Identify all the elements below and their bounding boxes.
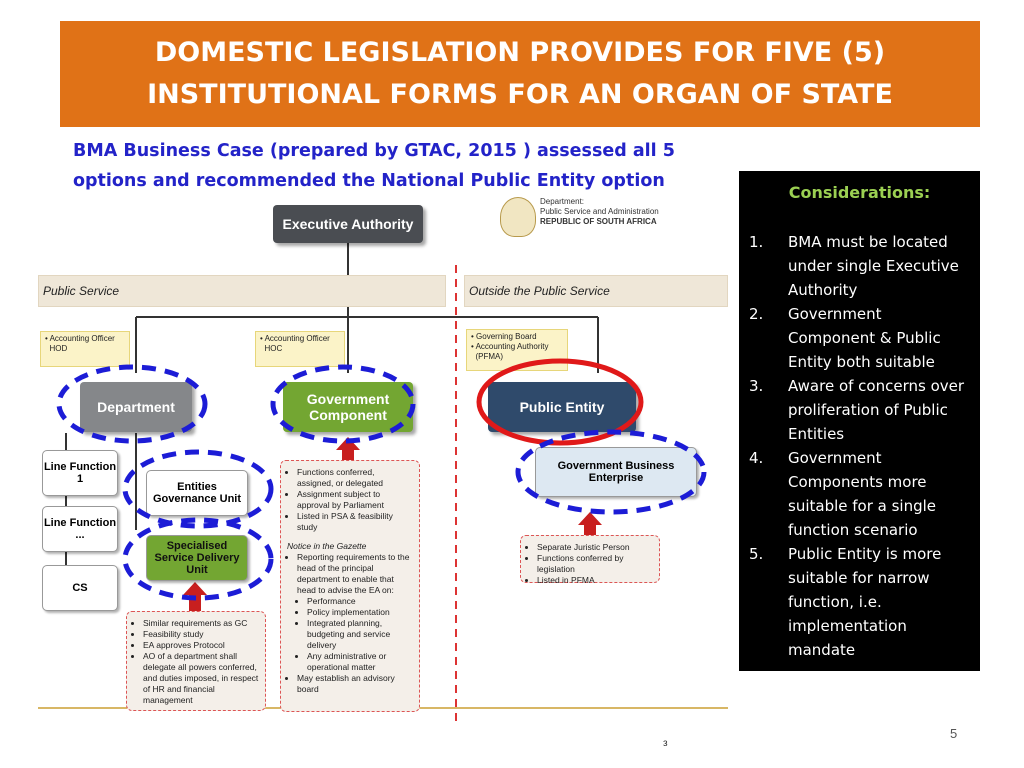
title-bar: [60, 21, 980, 127]
consideration-item: 2. Government Component & Public Entity both suitable: [749, 305, 941, 371]
slide-title: DOMESTIC LEGISLATION PROVIDES FOR FIVE (5) INSTITUTIONAL FORMS FOR AN ORGAN OF STATE: [147, 37, 893, 110]
considerations-list: [747, 230, 972, 662]
cs-box: CS: [42, 565, 118, 611]
consideration-item: 5. Public Entity is more suitable for narrow function, i.e. implementation mandate: [749, 545, 942, 659]
public-service-band: Public Service: [38, 275, 446, 307]
line-function-2-box: Line Function ...: [42, 506, 118, 552]
line-function-1-box: Line Function 1: [42, 450, 118, 496]
consideration-item: 1. BMA must be located under single Executive Authority: [749, 233, 959, 299]
subtitle-line-1: BMA Business Case (prepared by GTAC, 2015 ) assessed all 5: [73, 141, 675, 161]
government-component-box: Government Component: [283, 382, 413, 432]
government-component-highlight: [273, 367, 413, 441]
gbe-box: Government Business Enterprise: [535, 447, 697, 497]
note-department: • Accounting Officer HOD: [40, 331, 130, 367]
considerations-panel: [739, 171, 980, 671]
page-number: 5: [950, 726, 958, 741]
public-entity-box: Public Entity: [488, 382, 636, 432]
department-box: Department: [80, 382, 192, 432]
entities-governance-unit-highlight: [125, 452, 271, 526]
footer-mark: з: [663, 738, 668, 749]
dpsa-logo-text: Department: Public Service and Administration REPUBLIC OF SOUTH AFRICA: [540, 197, 659, 226]
considerations-title: Considerations:: [788, 183, 931, 202]
gc-requirements-list: • Functions conferred, assigned, or delegated • Assignment subject to approval by Parliament • Listed in PSA & feasibility study Notice in the Gazette • Reporting requirements to the head of the principal department to enable that head to advise the EA on: • Performance • Policy implementation • Integrated planning, budgeting and service delivery • Any administrative or operational matter • May establish an advisory board: [280, 460, 420, 712]
ssdu-highlight: [125, 520, 271, 598]
gbe-highlight: [518, 432, 704, 512]
entities-governance-unit-box: Entities Governance Unit: [146, 470, 248, 516]
department-highlight: [59, 367, 205, 441]
executive-authority-box: Executive Authority: [273, 205, 423, 243]
ssdu-box: Specialised Service Delivery Unit: [146, 535, 248, 581]
note-public-entity: • Governing Board • Accounting Authority (PFMA): [466, 329, 568, 371]
ssdu-requirements-list: • Similar requirements as GC • Feasibility study • EA approves Protocol • AO of a department shall delegate all powers conferred, and duties imposed, in respect of HR and financial management: [126, 611, 266, 711]
highlight-overlays: [38, 185, 728, 735]
outside-public-service-band: Outside the Public Service: [464, 275, 728, 307]
institutional-forms-diagram: [38, 185, 728, 735]
consideration-item: 4. Government Components more suitable for a single function scenario: [749, 449, 937, 539]
subtitle-line-2: options and recommended the National Public Entity option: [73, 171, 665, 191]
consideration-item: 3. Aware of concerns over proliferation of Public Entities: [749, 377, 965, 443]
note-government-component: • Accounting Officer HOC: [255, 331, 345, 367]
gbe-requirements-list: • Separate Juristic Person • Functions conferred by legislation • Listed in PFMA: [520, 535, 660, 583]
